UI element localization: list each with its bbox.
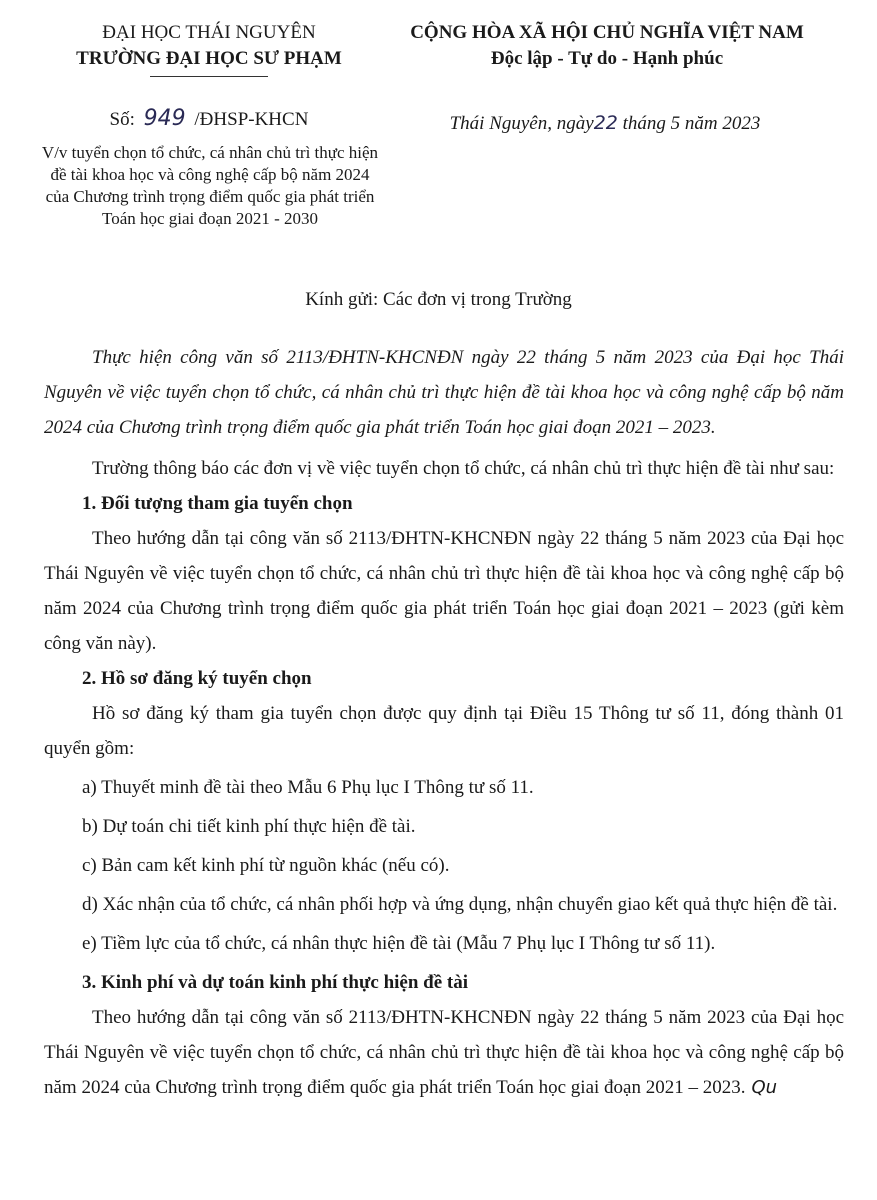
section-1-heading: 1. Đối tượng tham gia tuyển chọn [82, 493, 353, 514]
country-name: CỘNG HÒA XÃ HỘI CHỦ NGHĨA VIỆT NAM [410, 22, 804, 43]
section-2-heading: 2. Hồ sơ đăng ký tuyển chọn [82, 668, 312, 689]
document-body [44, 340, 844, 1105]
list-item: d) Xác nhận của tổ chức, cá nhân phối hợp và ứng dụng, nhận chuyển giao kết quả thực hiện đề tài. [82, 894, 838, 915]
handwritten-initials: Qu [751, 1077, 778, 1098]
number-prefix: Số: [109, 109, 135, 130]
national-header [372, 20, 842, 72]
organization-name: TRƯỜNG ĐẠI HỌC SƯ PHẠM [76, 48, 342, 69]
salutation: Kính gửi: Các đơn vị trong Trường [305, 289, 572, 310]
section-1-text: Theo hướng dẫn tại công văn số 2113/ĐHTN-KHCNĐN ngày 22 tháng 5 năm 2023 của Đại học Thái Nguyên về việc tuyển chọn tổ chức, cá nhân chủ trì thực hiện đề tài khoa học và công nghệ cấp bộ năm 2024 của Chương trình trọng điểm quốc gia phát triển Toán học giai đoạn 2021 – 2023 (gửi kèm công văn này). [44, 528, 844, 654]
list-item: c) Bản cam kết kinh phí từ nguồn khác (nếu có). [82, 855, 450, 876]
issuer-block [24, 20, 394, 77]
date-prefix: Thái Nguyên, ngày [449, 113, 594, 134]
date-suffix: tháng 5 năm 2023 [622, 113, 761, 134]
list-item: a) Thuyết minh đề tài theo Mẫu 6 Phụ lục I Thông tư số 11. [82, 777, 534, 798]
section-3-text [44, 1000, 844, 1105]
handwritten-number: 949 [143, 106, 186, 131]
section-3-body: Theo hướng dẫn tại công văn số 2113/ĐHTN-KHCNĐN ngày 22 tháng 5 năm 2023 của Đại học Thái Nguyên về việc tuyển chọn tổ chức, cá nhân chủ trì thực hiện đề tài khoa học và công nghệ cấp bộ năm 2024 của Chương trình trọng điểm quốc gia phát triển Toán học giai đoạn 2021 – 2023. [44, 1007, 844, 1098]
section-3-heading: 3. Kinh phí và dự toán kinh phí thực hiện đề tài [82, 972, 469, 993]
place-and-date [390, 110, 820, 137]
document-subject: V/v tuyển chọn tổ chức, cá nhân chủ trì thực hiện đề tài khoa học và công nghệ cấp bộ năm 2024 của Chương trình trọng điểm quốc gia phát triển Toán học giai đoạn 2021 - 2030 [41, 143, 379, 228]
handwritten-day: 22 [593, 112, 618, 134]
document-number [24, 104, 394, 135]
list-item: b) Dự toán chi tiết kinh phí thực hiện đề tài. [82, 816, 416, 837]
list-item: e) Tiềm lực của tổ chức, cá nhân thực hiện đề tài (Mẫu 7 Phụ lục I Thông tư số 11). [82, 933, 716, 954]
number-suffix: /ĐHSP-KHCN [194, 109, 309, 130]
header-underline [150, 76, 268, 77]
notice-paragraph: Trường thông báo các đơn vị về việc tuyển chọn tổ chức, cá nhân chủ trì thực hiện đề tài như sau: [92, 458, 835, 479]
national-motto: Độc lập - Tự do - Hạnh phúc [490, 48, 724, 69]
parent-organization: ĐẠI HỌC THÁI NGUYÊN [102, 22, 316, 43]
intro-paragraph: Thực hiện công văn số 2113/ĐHTN-KHCNĐN ngày 22 tháng 5 năm 2023 của Đại học Thái Nguyên về việc tuyển chọn tổ chức, cá nhân chủ trì thực hiện đề tài khoa học và công nghệ cấp bộ năm 2024 của Chương trình trọng điểm quốc gia phát triển Toán học giai đoạn 2021 – 2023. [44, 347, 844, 438]
section-2-text: Hồ sơ đăng ký tham gia tuyển chọn được quy định tại Điều 15 Thông tư số 11, đóng thành 01 quyển gồm: [44, 703, 844, 759]
